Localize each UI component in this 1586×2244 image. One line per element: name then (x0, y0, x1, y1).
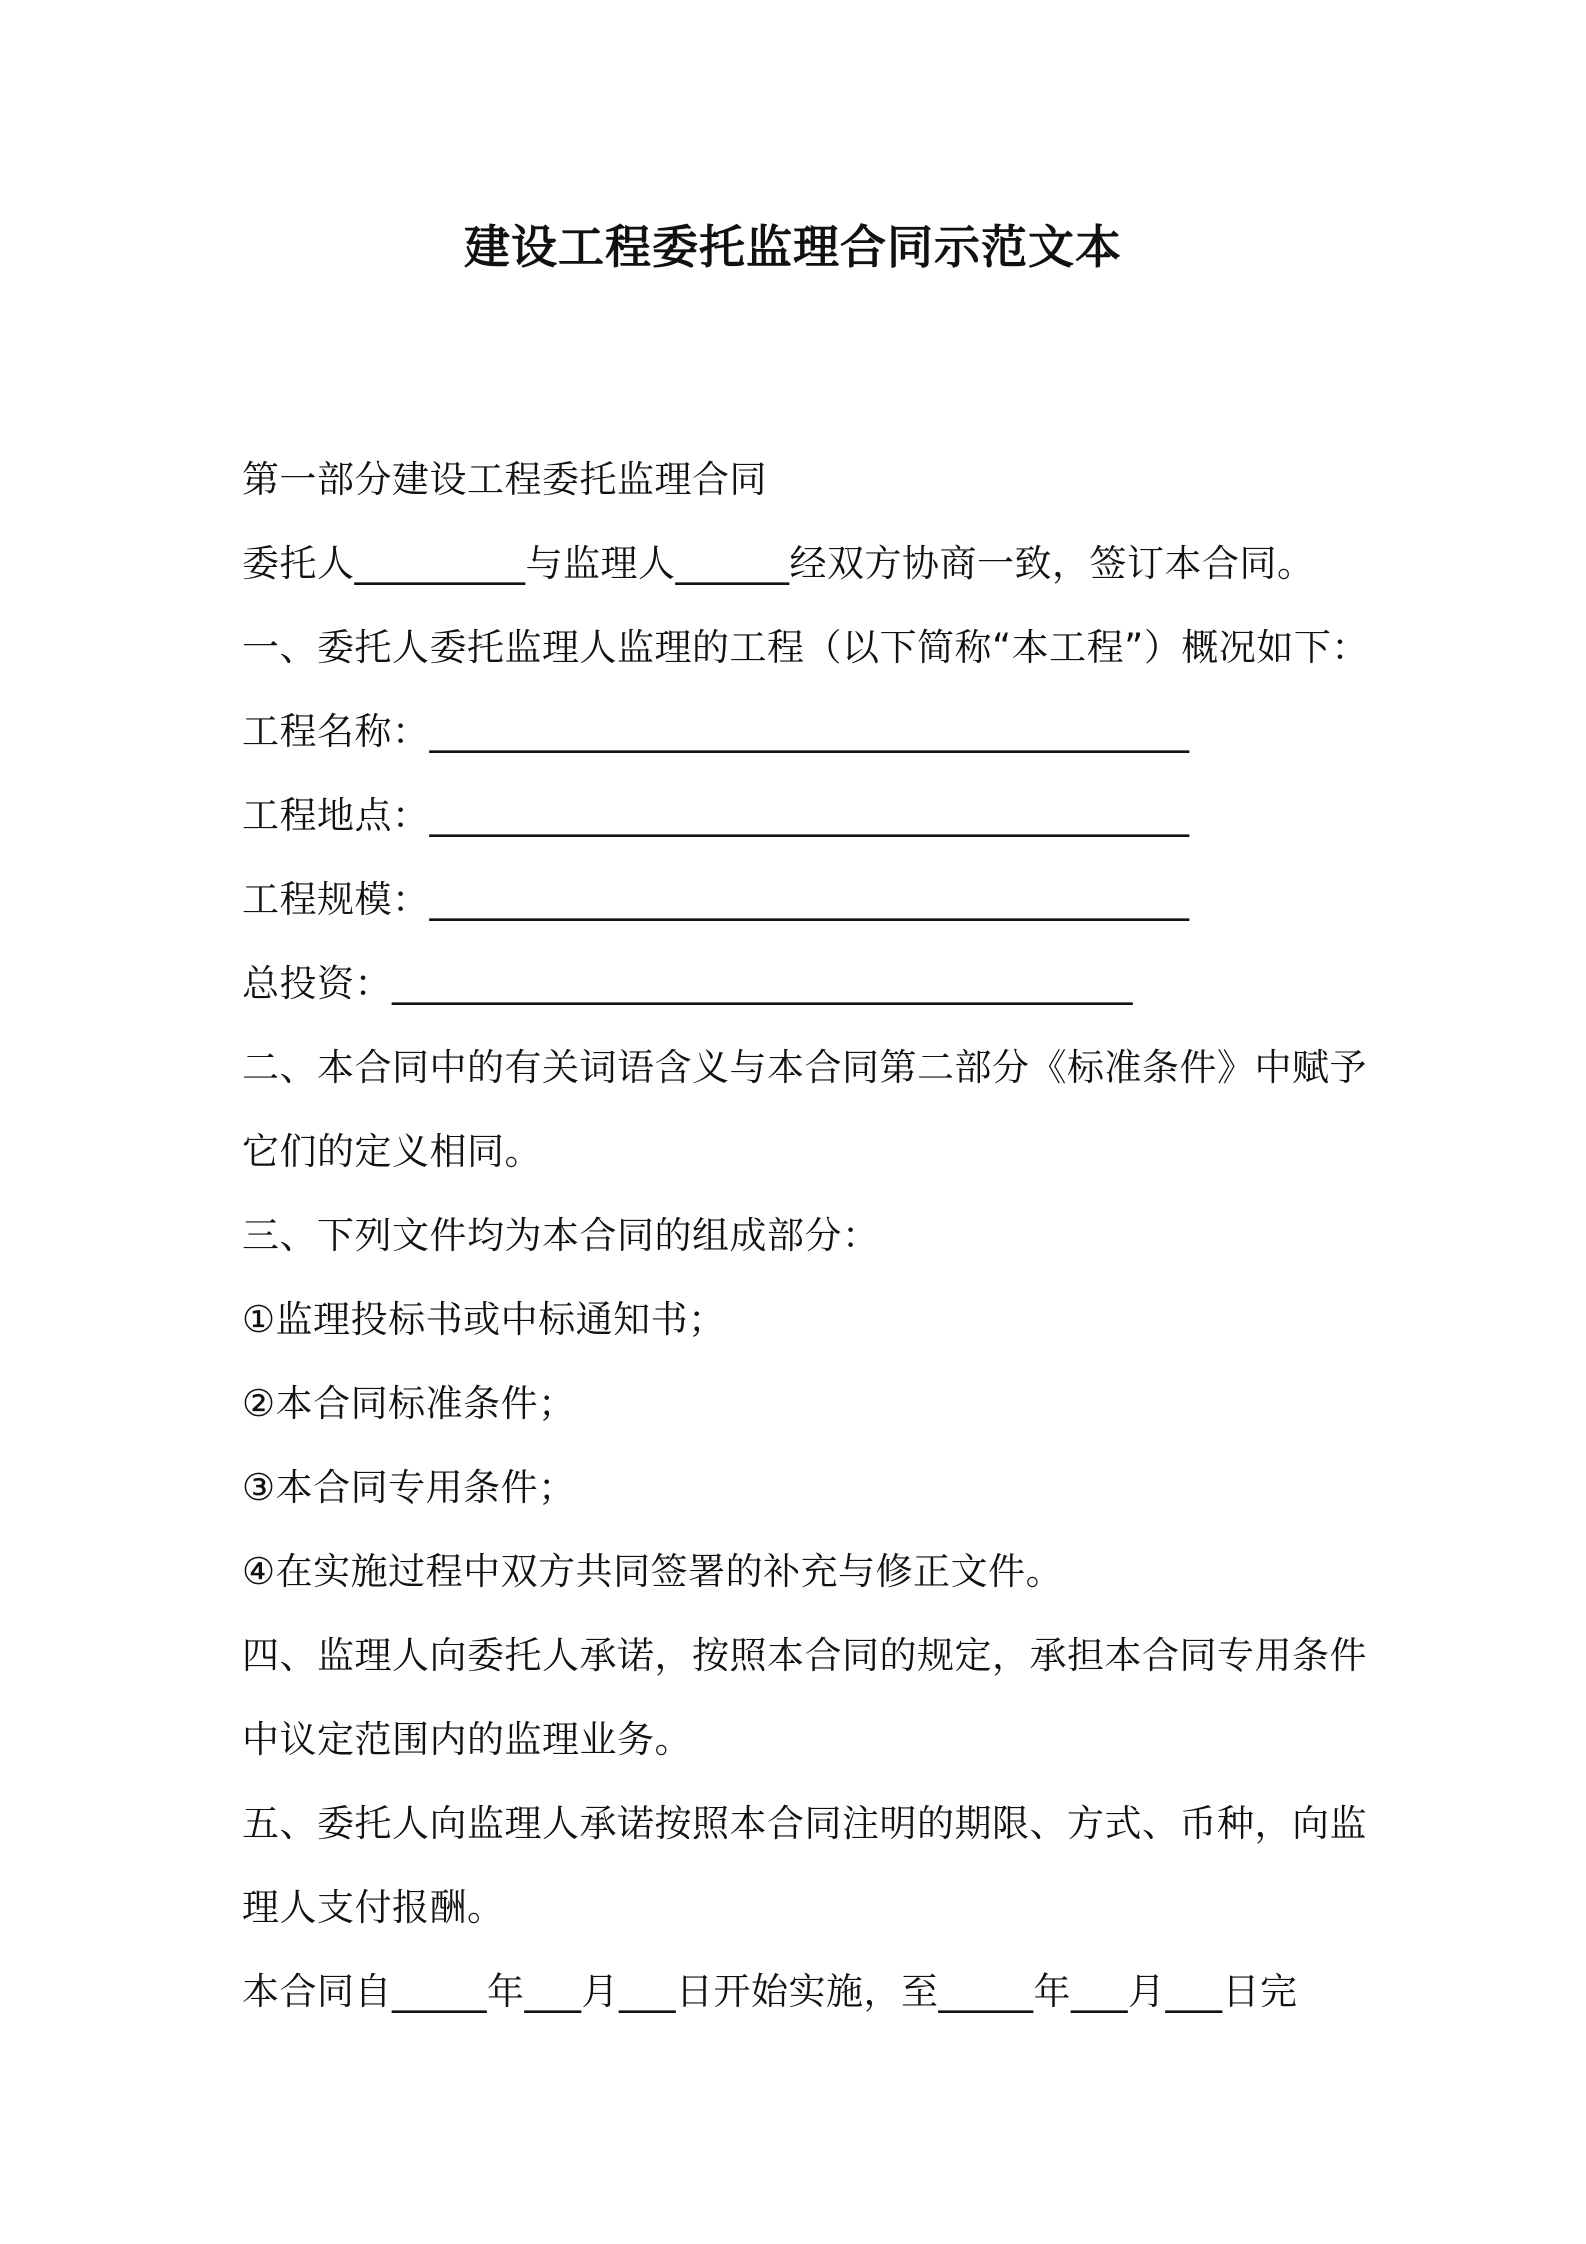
section-heading: 第一部分建设工程委托监理合同 (242, 458, 767, 501)
paragraph-line: 一、委托人委托监理人监理的工程（以下简称“本工程”）概况如下： (242, 626, 1369, 669)
paragraph-line: 四、监理人向委托人承诺，按照本合同的规定，承担本合同专用条件 (242, 1634, 1367, 1677)
paragraph-line: 理人支付报酬。 (242, 1886, 505, 1929)
list-item: ④在实施过程中双方共同签署的补充与修正文件。 (242, 1550, 1064, 1593)
document-title: 建设工程委托监理合同示范文本 (464, 220, 1122, 274)
paragraph-line: 中议定范围内的监理业务。 (242, 1718, 692, 1761)
form-field-project-location: 工程地点：________________________________________ (242, 794, 1190, 837)
list-item: ①监理投标书或中标通知书； (242, 1298, 726, 1341)
paragraph-line: 二、本合同中的有关词语含义与本合同第二部分《标准条件》中赋予 (242, 1046, 1367, 1089)
form-field-project-name: 工程名称：________________________________________ (242, 710, 1190, 753)
paragraph-line: 五、委托人向监理人承诺按照本合同注明的期限、方式、币种，向监 (242, 1802, 1367, 1845)
paragraph-line: 它们的定义相同。 (242, 1130, 542, 1173)
list-item: ③本合同专用条件； (242, 1466, 576, 1509)
form-field-total-investment: 总投资：_______________________________________ (242, 962, 1133, 1005)
paragraph-line: 三、下列文件均为本合同的组成部分： (242, 1214, 880, 1257)
form-field-project-scale: 工程规模：________________________________________ (242, 878, 1190, 921)
paragraph-line: 本合同自_____年___月___日开始实施，至_____年___月___日完 (242, 1970, 1298, 2013)
paragraph-line: 委托人_________与监理人______经双方协商一致，签订本合同。 (242, 542, 1315, 585)
list-item: ②本合同标准条件； (242, 1382, 576, 1425)
